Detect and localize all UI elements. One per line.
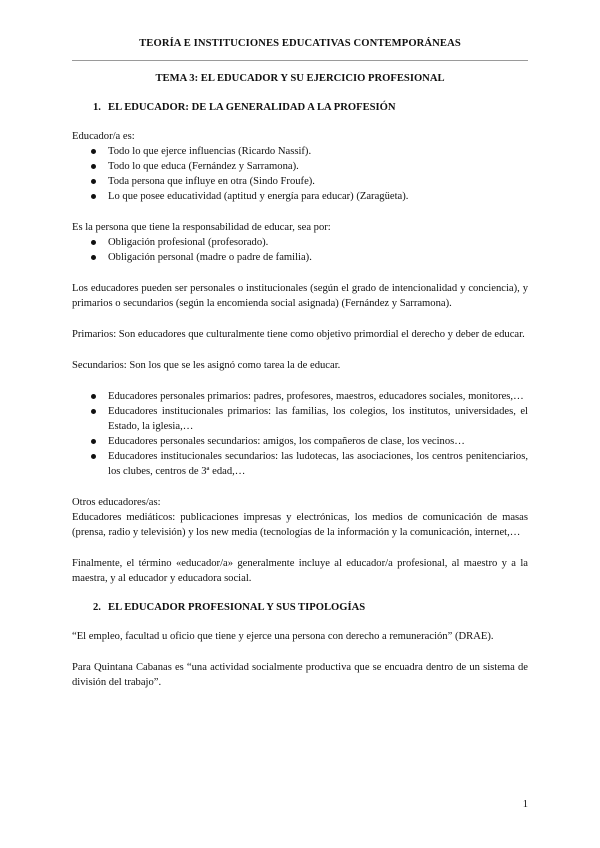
list-item-text: Educadores personales secundarios: amigos, los compañeros de clase, los vecinos… (108, 436, 465, 447)
secundarios-paragraph: Secundarios: Son los que se les asignó como tarea la de educar. (72, 360, 341, 371)
bullet-icon (91, 240, 96, 245)
page-content (72, 71, 528, 690)
running-header: TEORÍA E INSTITUCIONES EDUCATIVAS CONTEMPORÁNEAS (139, 38, 461, 49)
section-2-title: EL EDUCADOR PROFESIONAL Y SUS TIPOLOGÍAS (108, 602, 366, 613)
list-item (72, 449, 528, 479)
educador-intro: Educador/a es: (72, 131, 135, 142)
quintana-paragraph: Para Quintana Cabanas es “una actividad socialmente productiva que se encuadra dentro de un sistema de división del trabajo”. (72, 662, 528, 688)
page-number: 1 (522, 799, 528, 810)
section-2-heading (72, 600, 528, 615)
list-item-text: Obligación profesional (profesorado). (108, 237, 269, 248)
definitions-list (72, 144, 528, 204)
educator-types-list (72, 389, 528, 479)
bullet-icon (91, 439, 96, 444)
list-item (72, 174, 528, 189)
primarios-paragraph: Primarios: Son educadores que culturalmente tiene como objetivo primordial el derecho y deber de educar. (72, 329, 525, 340)
bullet-icon (91, 149, 96, 154)
list-item (72, 235, 528, 250)
bullet-icon (91, 179, 96, 184)
bullet-icon (91, 394, 96, 399)
header-divider (72, 60, 528, 61)
list-item (72, 144, 528, 159)
list-item-text: Todo lo que ejerce influencias (Ricardo Nassif). (108, 146, 312, 157)
responsibility-paragraph: Es la persona que tiene la responsabilidad de educar, sea por: (72, 222, 331, 233)
finalmente-paragraph: Finalmente, el término «educador/a» generalmente incluye al educador/a profesional, al maestro y a la maestra, y al educador y educadora social. (72, 558, 528, 584)
list-item (72, 250, 528, 265)
list-item (72, 159, 528, 174)
list-item-text: Educadores personales primarios: padres, profesores, maestros, educadores sociales, monitores,… (108, 391, 524, 402)
list-item (72, 189, 528, 204)
list-item-text: Todo lo que educa (Fernández y Sarramona). (108, 161, 299, 172)
bullet-icon (91, 164, 96, 169)
bullet-icon (91, 194, 96, 199)
list-item-text: Educadores institucionales secundarios: las ludotecas, las asociaciones, los centros penitenciarios, los clubes, centros de 3ª edad,… (108, 451, 528, 477)
list-item-text: Obligación personal (madre o padre de familia). (108, 252, 312, 263)
obligation-list (72, 235, 528, 265)
section-2-number: 2. (93, 602, 101, 613)
list-item (72, 389, 528, 404)
section-1-number: 1. (93, 102, 101, 113)
section-1-heading (72, 100, 528, 115)
list-item-text: Educadores institucionales primarios: las familias, los colegios, los institutos, universidades, el Estado, la iglesia,… (108, 406, 528, 432)
list-item (72, 404, 528, 434)
list-item-text: Lo que posee educatividad (aptitud y energía para educar) (Zaragüeta). (108, 191, 409, 202)
types-paragraph: Los educadores pueden ser personales o institucionales (según el grado de intencionalidad y conciencia), y primarios o secundarios (según la encomienda social asignada) (Fernández y Sarramona). (72, 283, 528, 309)
otros-educadores-label: Otros educadores/as: (72, 497, 161, 508)
section-1-title: EL EDUCADOR: DE LA GENERALIDAD A LA PROFESIÓN (108, 102, 396, 113)
mediaticos-paragraph: Educadores mediáticos: publicaciones impresas y electrónicas, los medios de comunicación de masas (prensa, radio y televisión) y los new media (tecnologías de la información y la comunicación, internet,… (72, 512, 528, 538)
drae-quote: “El empleo, facultad u oficio que tiene y ejerce una persona con derecho a remuneración” (DRAE). (72, 631, 494, 642)
tema-title: TEMA 3: EL EDUCADOR Y SU EJERCICIO PROFESIONAL (155, 73, 445, 84)
list-item-text: Toda persona que influye en otra (Sindo Froufe). (108, 176, 315, 187)
bullet-icon (91, 454, 96, 459)
list-item (72, 434, 528, 449)
bullet-icon (91, 255, 96, 260)
bullet-icon (91, 409, 96, 414)
